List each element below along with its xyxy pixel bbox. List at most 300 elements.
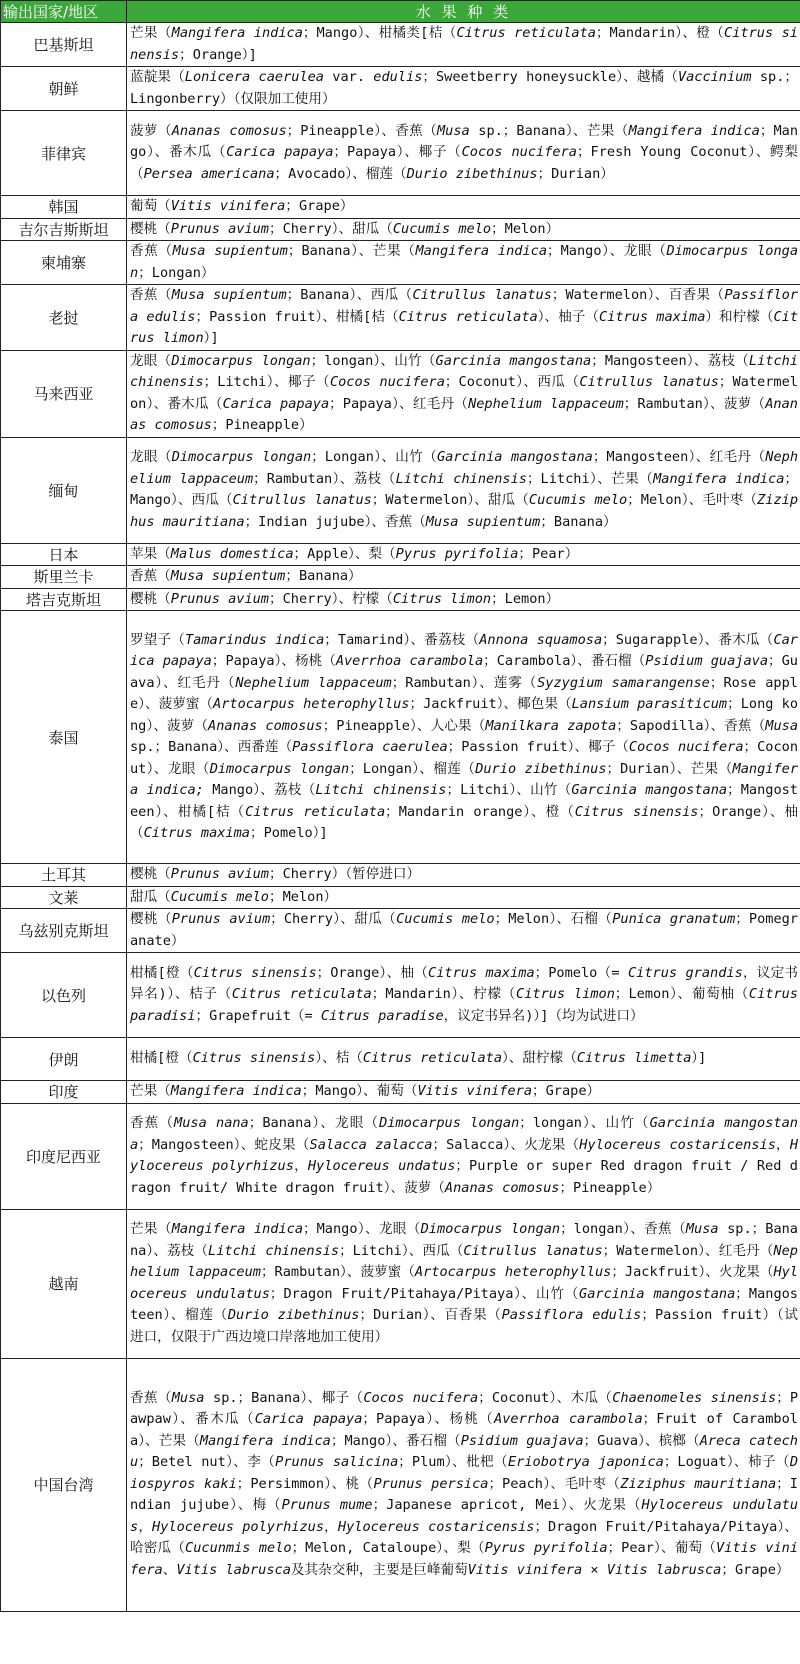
scientific-name: Citrus sinensis	[192, 1050, 316, 1067]
fruit-text: ；Durian）	[537, 165, 614, 182]
country-cell: 塔吉克斯坦	[1, 588, 127, 611]
fruit-list-cell	[127, 543, 800, 566]
fruit-text: ；Salacca）、火龙果（	[432, 1136, 580, 1153]
scientific-name: Dimocarpus longan	[379, 1115, 520, 1131]
fruit-text: var.	[324, 69, 374, 85]
table-header-row	[1, 1, 800, 23]
fruit-text: ；Pear）、葡萄（	[607, 1540, 717, 1557]
scientific-name: Garcinia mangostana	[437, 449, 593, 465]
fruit-text: ；Passion fruit）、柑橘[桔（	[195, 308, 399, 325]
scientific-name: Hylocereus costaricensis	[579, 1136, 776, 1153]
fruit-text: ；Papaya）、红毛丹（	[329, 395, 469, 412]
scientific-name: Musa supientum	[172, 243, 288, 259]
fruit-text: ；Coconut）、龙眼（	[130, 739, 799, 777]
fruit-text: 樱桃（	[130, 911, 172, 927]
fruit-text: ，	[324, 1518, 338, 1535]
fruit-text: ；Rambutan）、莲雾（	[391, 674, 538, 691]
table-row	[1, 588, 800, 611]
scientific-name: Cocos nucifera	[363, 1389, 479, 1406]
fruit-text: ；Mangosteen）、红毛丹（	[592, 449, 766, 465]
scientific-name: Averrhoa carambola	[494, 1411, 643, 1428]
scientific-name: Ananas comosus	[208, 717, 323, 734]
fruit-list-cell	[127, 909, 800, 953]
scientific-name: Nephelium lappaceum	[130, 1242, 798, 1280]
fruit-column-header: 水 果 种 类	[127, 1, 800, 23]
fruit-text: ；Longan）、榴莲（	[349, 760, 476, 777]
fruit-text: ）、柚子（	[537, 308, 599, 325]
country-cell: 马来西亚	[1, 350, 127, 437]
country-cell: 印度尼西亚	[1, 1103, 127, 1209]
scientific-name: Hylocereus polyrhizus	[130, 1136, 799, 1174]
fruit-list-cell	[127, 437, 800, 543]
scientific-name: Vitis vinifera	[417, 1083, 532, 1099]
scientific-name: Vitis vinifera	[170, 198, 286, 214]
scientific-name: Citrullus lanatus	[232, 492, 372, 508]
table-row	[1, 1103, 800, 1209]
fruit-text: ；Rambutan）、荔枝（	[253, 470, 396, 487]
table-row	[1, 437, 800, 543]
fruit-text: ；Cherry）、甜瓜（	[269, 220, 393, 237]
scientific-name: Citrus reticulata	[362, 1050, 503, 1067]
scientific-name: Musa nana	[174, 1115, 249, 1131]
fruit-text: 菠萝（	[130, 122, 172, 139]
scientific-name: Dimocarpus longan	[209, 760, 350, 777]
scientific-name: Passiflora edulis	[501, 1307, 642, 1323]
fruit-text: ；Sapodilla）、香蕉（	[616, 717, 766, 734]
scientific-name: Citrullus lanatus	[463, 1242, 603, 1259]
fruit-text: ；Litchi）、芒果（	[526, 470, 654, 487]
table-row	[1, 886, 800, 909]
scientific-name: Vaccinium	[677, 69, 752, 85]
table-row	[1, 1358, 800, 1611]
fruit-text: ；Mangosteen）、荔枝（	[591, 352, 749, 369]
fruit-text: ；Pomegranate）	[130, 911, 799, 949]
fruit-list-cell	[127, 350, 800, 437]
scientific-name: Litchi chinensis	[130, 352, 799, 390]
fruit-text: ；Mango）、柑橘类[桔（	[302, 25, 457, 41]
fruit-text: ；Japanese apricot, Mei）、火龙果（	[372, 1497, 642, 1514]
fruit-text: ；Mandarin orange）、橙（	[385, 803, 575, 820]
fruit-text: ；Mandarin）、橙（	[595, 25, 725, 41]
scientific-name: Musa supientum	[170, 568, 286, 584]
fruit-text: ；Mango）、龙眼（	[547, 243, 667, 259]
fruit-text: ，	[138, 1518, 153, 1535]
scientific-name: Dimocarpus longan	[171, 449, 312, 465]
fruit-text: ；Melon）	[491, 220, 560, 237]
fruit-text: ；Orange）、柚（	[316, 964, 429, 981]
scientific-name: Eriobotrya japonica	[507, 1454, 664, 1471]
fruit-list-cell	[127, 611, 800, 864]
fruit-list-cell	[127, 886, 800, 909]
fruit-text: ；Durian）、百香果（	[359, 1307, 502, 1323]
scientific-name: Nephelium lappaceum	[468, 395, 624, 412]
table-row	[1, 111, 800, 196]
fruit-text: ）]	[691, 1050, 707, 1067]
scientific-name: Ananas comosus	[444, 1179, 560, 1196]
scientific-name: Prunus avium	[170, 220, 269, 237]
fruit-list-cell	[127, 953, 800, 1038]
table-row	[1, 218, 800, 241]
scientific-name: Cocos nucifera	[461, 144, 577, 161]
fruit-text: ；Watermelon）、红毛丹（	[602, 1242, 774, 1259]
fruit-text: ；Jackfruit）、椰色果（	[409, 696, 572, 712]
country-cell: 吉尔吉斯斯坦	[1, 218, 127, 241]
scientific-name: Prunus avium	[170, 590, 269, 607]
scientific-name: Carica papaya	[254, 1411, 363, 1428]
fruit-list-cell	[127, 1358, 800, 1611]
country-column-header: 输出国家/地区	[1, 1, 127, 23]
fruit-text: 香蕉（	[130, 1389, 172, 1406]
fruit-text: ；Rose apple）、菠萝蜜（	[130, 674, 798, 712]
scientific-name: Mangifera indica	[171, 25, 303, 41]
scientific-name: Lansium parasiticum	[571, 696, 728, 712]
scientific-name: Musa	[685, 1221, 719, 1237]
fruit-list-cell	[127, 566, 800, 589]
scientific-name: Cucunmis melo	[185, 1540, 292, 1557]
scientific-name: Prunus avium	[170, 866, 269, 882]
scientific-name: Hylocereus undatus	[307, 1158, 456, 1174]
country-cell: 中国台湾	[1, 1358, 127, 1611]
fruit-text: 龙眼（	[130, 352, 172, 369]
scientific-name: Carica papaya	[226, 144, 334, 161]
country-cell: 伊朗	[1, 1038, 127, 1081]
scientific-name: Prunus persica	[373, 1475, 489, 1492]
scientific-name: Citrus reticulata	[245, 803, 386, 820]
scientific-name: Psidium guajava	[460, 1432, 584, 1449]
fruit-text: ；Watermelon）、番木瓜（	[130, 374, 798, 412]
fruit-text: ；Mango）、葡萄（	[301, 1083, 418, 1099]
fruit-text: ；Melon, Cataloupe）、梨（	[291, 1540, 485, 1557]
country-cell: 越南	[1, 1209, 127, 1358]
country-cell: 泰国	[1, 611, 127, 864]
fruit-text: 樱桃（	[130, 590, 171, 607]
scientific-name: edulis	[373, 69, 423, 85]
scientific-name: Citrus grandis	[627, 964, 743, 981]
fruit-text: ；Mangosteen）、榴莲（	[130, 1285, 798, 1323]
fruit-text: 芒果（	[130, 1221, 172, 1237]
table-row	[1, 566, 800, 589]
fruit-text: ；Melon）、石榴（	[494, 911, 613, 927]
fruit-text: 香蕉（	[130, 568, 171, 584]
scientific-name: Citrus limon	[392, 590, 492, 607]
fruit-text: ；Coconut）、西瓜（	[444, 374, 580, 390]
country-cell: 韩国	[1, 196, 127, 219]
scientific-name: Diospyros kaki	[130, 1454, 799, 1492]
scientific-name: Annona squamosa	[479, 631, 603, 648]
scientific-name: Mangifera indica;	[130, 760, 799, 798]
fruit-text: ；longan）、山竹（	[519, 1115, 650, 1131]
scientific-name: Litchi chinensis	[315, 782, 447, 798]
fruit-text: ；Litchi）、西瓜（	[339, 1242, 464, 1259]
scientific-name: Malus domestica	[170, 545, 294, 562]
country-cell: 菲律宾	[1, 111, 127, 196]
fruit-text: ；Loguat）、柿子（	[663, 1454, 790, 1471]
scientific-name: Ziziphus mauritiana	[130, 492, 798, 530]
country-cell: 柬埔寨	[1, 241, 127, 285]
country-cell: 缅甸	[1, 437, 127, 543]
fruit-list-cell	[127, 218, 800, 241]
scientific-name: Musa supientum	[425, 513, 541, 530]
table-row	[1, 241, 800, 285]
scientific-name: Musa	[437, 122, 470, 139]
table-row	[1, 864, 800, 887]
fruit-text: ；Banana）、芒果（	[287, 243, 416, 259]
country-cell: 日本	[1, 543, 127, 566]
fruit-text: 香蕉（	[130, 243, 173, 259]
fruit-text: 香蕉（	[130, 1115, 175, 1131]
scientific-name: Ananas comosus	[130, 395, 798, 433]
scientific-name: Musa	[765, 717, 799, 734]
scientific-name: Citrullus lanatus	[412, 287, 552, 303]
fruit-text: ）和柠檬（	[705, 308, 774, 325]
fruit-text: ；Pineapple）、人心果（	[322, 717, 486, 734]
fruit-text: ；Pomelo（=	[534, 964, 628, 981]
fruit-text: ；longan）、香蕉（	[560, 1221, 686, 1237]
fruit-list-cell	[127, 111, 800, 196]
table-row	[1, 196, 800, 219]
scientific-name: Averrhoa carambola	[335, 653, 484, 669]
scientific-name: Citrus sinensis	[193, 964, 317, 981]
scientific-name: Nephelium lappaceum	[235, 674, 392, 691]
fruit-text: ；Dragon Fruit/Pitahaya/Pitaya）、山竹（	[269, 1285, 580, 1302]
fruit-text: ；Purple or super Red dragon fruit / Red dragon fruit/ White dragon fruit）、菠萝（	[130, 1158, 798, 1196]
scientific-name: Musa supientum	[171, 287, 287, 303]
fruit-list-cell	[127, 1103, 800, 1209]
fruit-text: 蓝靛果（	[130, 69, 185, 85]
fruit-text: ；Dragon Fruit/Pitahaya/Pitaya）、哈密瓜（	[130, 1518, 799, 1557]
scientific-name: Citrus reticulata	[398, 308, 538, 325]
scientific-name: Vitis labrusca	[176, 1561, 291, 1578]
scientific-name: Citrullus lanatus	[579, 374, 719, 390]
fruit-text: 葡萄（	[130, 198, 171, 214]
fruit-list-cell	[127, 588, 800, 611]
fruit-text: 柑橘[橙（	[130, 964, 194, 981]
scientific-name: Tamarindus indica	[185, 631, 325, 648]
scientific-name: Dimocarpus longan	[171, 352, 311, 369]
scientific-name: Salacca zalacca	[309, 1136, 433, 1153]
fruit-text: ；Litchi）、椰子（	[203, 374, 330, 390]
fruit-text: ；Passion fruit）（试进口，仅限于广西边境口岸落地加工使用）	[130, 1307, 798, 1345]
scientific-name: Cocos nucifera	[628, 739, 744, 755]
fruit-text: ；Apple）、梨（	[293, 545, 396, 562]
scientific-name: Cucumis melo	[392, 220, 492, 237]
scientific-name: Chaenomeles sinensis	[612, 1389, 777, 1406]
fruit-text: 苹果（	[130, 545, 171, 562]
fruit-text: ；Pineapple）、香蕉（	[286, 122, 437, 139]
fruit-text: ；Melon）、毛叶枣（	[627, 492, 758, 508]
fruit-text: ；Indian jujube）、梅（	[130, 1475, 798, 1514]
scientific-name: Dimocarpus longan	[130, 243, 799, 281]
scientific-name: Psidium guajava	[645, 653, 769, 669]
fruit-text: ×	[582, 1561, 607, 1578]
fruit-text: ；Indian jujube）、香蕉（	[244, 513, 426, 530]
scientific-name: Citrus reticulata	[456, 25, 596, 41]
fruit-text: sp.；Banana）、椰子（	[204, 1389, 364, 1406]
scientific-name: Artocarpus heterophyllus	[213, 696, 410, 712]
fruit-text: ，	[293, 1158, 308, 1174]
scientific-name: Areca catechu	[130, 1432, 798, 1471]
scientific-name: Carica papaya	[130, 631, 798, 669]
table-row	[1, 1081, 800, 1104]
fruit-text: ；Coconut）、木瓜（	[478, 1389, 613, 1406]
fruit-text: ；Avocado）、榴莲（	[274, 165, 407, 182]
fruit-text: ）、桔（	[315, 1050, 363, 1067]
scientific-name: Carica papaya	[222, 395, 330, 412]
fruit-text: 芒果（	[130, 1083, 171, 1099]
country-cell: 以色列	[1, 953, 127, 1038]
fruit-text: ；Banana）	[540, 513, 617, 530]
fruit-text: 罗望子（	[130, 631, 185, 648]
scientific-name: Ziziphus mauritiana	[620, 1475, 777, 1492]
fruit-text: ；Mango）、番木瓜（	[130, 122, 799, 161]
fruit-text: ；Papaya）、杨桃（	[362, 1411, 495, 1428]
scientific-name: Cocos nucifera	[329, 374, 445, 390]
fruit-text: ；Guava）、槟榔（	[583, 1432, 700, 1449]
scientific-name: Durio zibethinus	[406, 165, 538, 182]
fruit-text: 柑橘[橙（	[130, 1050, 193, 1067]
scientific-name: Garcinia mangostana	[579, 1285, 736, 1302]
fruit-text: ，议定书异名)）]（均为试进口）	[443, 1007, 644, 1024]
fruit-text: ；Banana）、西瓜（	[286, 287, 413, 303]
scientific-name: Mangifera indica	[415, 243, 548, 259]
fruit-text: ；Watermelon）、百香果（	[551, 287, 725, 303]
scientific-name: Citrus maxima	[143, 825, 250, 841]
scientific-name: Mangifera indica	[170, 1083, 302, 1099]
fruit-list-cell	[127, 241, 800, 285]
fruit-text: ；Papaya）、杨桃（	[211, 653, 336, 669]
fruit-text: ；Grapefruit（=	[195, 1007, 321, 1024]
fruit-text: ；Longan）、山竹（	[311, 449, 437, 465]
fruit-text: ；Orange）、柚（	[130, 803, 799, 841]
country-cell: 巴基斯坦	[1, 23, 127, 67]
fruit-list-cell	[127, 1038, 800, 1081]
scientific-name: Vitis vinifera	[467, 1561, 583, 1578]
fruit-text: ；Passion fruit）、椰子（	[447, 739, 629, 755]
table-row	[1, 67, 800, 111]
scientific-name: Musa	[171, 1389, 205, 1406]
fruit-text: ；longan）、山竹（	[310, 352, 436, 369]
scientific-name: Pyrus pyrifolia	[484, 1540, 608, 1557]
fruit-text: ；Cherry）、甜瓜（	[270, 911, 397, 927]
fruit-text: ；Pomelo）]	[250, 825, 328, 841]
table-row	[1, 23, 800, 67]
country-cell: 土耳其	[1, 864, 127, 887]
fruit-text: ，议定书异名)）、桔子（	[130, 964, 799, 1003]
fruit-text: ）]	[203, 330, 219, 346]
fruit-text: ；Long kong）、菠萝（	[130, 696, 799, 734]
scientific-name: Vitis vinifera	[130, 1540, 799, 1578]
scientific-name: Citrus paradise	[320, 1007, 444, 1024]
fruit-text: ；Pear）	[518, 545, 579, 562]
fruit-text: 樱桃（	[130, 866, 171, 882]
fruit-text: ；Mandarin）、柠檬（	[371, 986, 517, 1003]
fruit-text: ；Sweetberry honeysuckle）、越橘（	[422, 69, 678, 85]
fruit-text: ；Longan）	[138, 264, 215, 281]
scientific-name: Citrus paradisi	[130, 986, 798, 1024]
fruit-text: 及其杂交种，主要是巨峰葡萄	[290, 1561, 468, 1578]
fruit-text: ；Jackfruit）、火龙果（	[611, 1264, 774, 1280]
fruit-list-cell	[127, 67, 800, 111]
scientific-name: Persea americana	[143, 165, 275, 182]
fruit-text: ；Pineapple）	[211, 417, 313, 433]
table-row	[1, 350, 800, 437]
fruit-text: ；Tamarind）、番荔枝（	[324, 631, 480, 648]
scientific-name: Nephelium lappaceum	[130, 449, 799, 487]
scientific-name: Hylocereus costaricensis	[337, 1518, 535, 1535]
scientific-name: Cucumis melo	[528, 492, 628, 508]
fruit-text: 芒果（	[130, 25, 172, 41]
scientific-name: Prunus avium	[171, 911, 271, 927]
fruit-text: ；Watermelon）、甜瓜（	[371, 492, 529, 508]
scientific-name: Mangifera indica	[653, 470, 785, 487]
fruit-text: 甜瓜（	[130, 888, 171, 905]
fruit-text: ）、甜柠檬（	[502, 1050, 577, 1067]
fruit-text: ，	[775, 1136, 790, 1153]
scientific-name: Durio zibethinus	[475, 760, 607, 777]
fruit-text: Mango）、荔枝（	[203, 782, 316, 798]
scientific-name: Citrus sinensis	[130, 25, 798, 63]
fruit-list-cell	[127, 196, 800, 219]
scientific-name: Passiflora edulis	[130, 287, 799, 325]
table-body	[1, 23, 800, 1612]
table-row	[1, 953, 800, 1038]
scientific-name: Prunus mume	[281, 1497, 373, 1514]
country-cell: 印度	[1, 1081, 127, 1104]
scientific-name: Citrus limetta	[576, 1050, 692, 1067]
fruit-text: ；Plum）、枇杷（	[398, 1454, 508, 1471]
scientific-name: Cucumis melo	[396, 911, 495, 927]
scientific-name: Manilkara zapota	[485, 717, 617, 734]
fruit-text: ；Fresh Young Coconut）、鳄梨（	[130, 144, 798, 182]
table-row	[1, 1209, 800, 1358]
fruit-text: ；Banana）	[285, 568, 362, 584]
scientific-name: Artocarpus heterophyllus	[414, 1264, 612, 1280]
scientific-name: Pyrus pyrifolia	[395, 545, 519, 562]
fruit-list-cell	[127, 864, 800, 887]
fruit-text: ；Lemon）	[491, 590, 560, 607]
fruit-text: 龙眼（	[130, 449, 172, 465]
fruit-text: ；Grape）	[532, 1083, 601, 1099]
scientific-name: Mangifera indica	[199, 1432, 331, 1449]
fruit-text: sp.；Banana）、西番莲（	[130, 739, 293, 755]
fruit-text: ；Mango）、番石榴（	[330, 1432, 461, 1449]
scientific-name: Hylocereus polyrhizus	[152, 1518, 325, 1535]
fruit-text: ；Mangosteen）、柑橘[桔（	[130, 782, 798, 820]
scientific-name: Durio zibethinus	[227, 1307, 360, 1323]
scientific-name: Punica granatum	[612, 911, 736, 927]
fruit-text: ；Peach）、毛叶枣（	[488, 1475, 621, 1492]
scientific-name: Mangifera indica	[628, 122, 760, 139]
fruit-text: ；Orange）]	[179, 46, 257, 63]
fruit-text: ；Persimmon）、桃（	[236, 1475, 374, 1492]
scientific-name: Mangifera indica	[171, 1221, 304, 1237]
fruit-list-cell	[127, 285, 800, 351]
scientific-name: Hylocereus undulatus	[130, 1497, 798, 1535]
scientific-name: Hylocereus undulatus	[130, 1264, 798, 1302]
scientific-name: Litchi chinensis	[208, 1242, 340, 1259]
country-cell: 斯里兰卡	[1, 566, 127, 589]
fruit-list-cell	[127, 23, 800, 67]
scientific-name: Garcinia mangostana	[130, 1115, 798, 1153]
fruit-text: ；Litchi）、山竹（	[446, 782, 572, 798]
table-row	[1, 909, 800, 953]
country-cell: 朝鲜	[1, 67, 127, 111]
fruit-text: ；Grape）	[721, 1561, 790, 1578]
scientific-name: Citrus limon	[130, 308, 799, 346]
scientific-name: Litchi chinensis	[395, 470, 527, 487]
fruit-text: ；Guava）、红毛丹（	[130, 653, 798, 691]
scientific-name: Prunus salicina	[275, 1454, 399, 1471]
